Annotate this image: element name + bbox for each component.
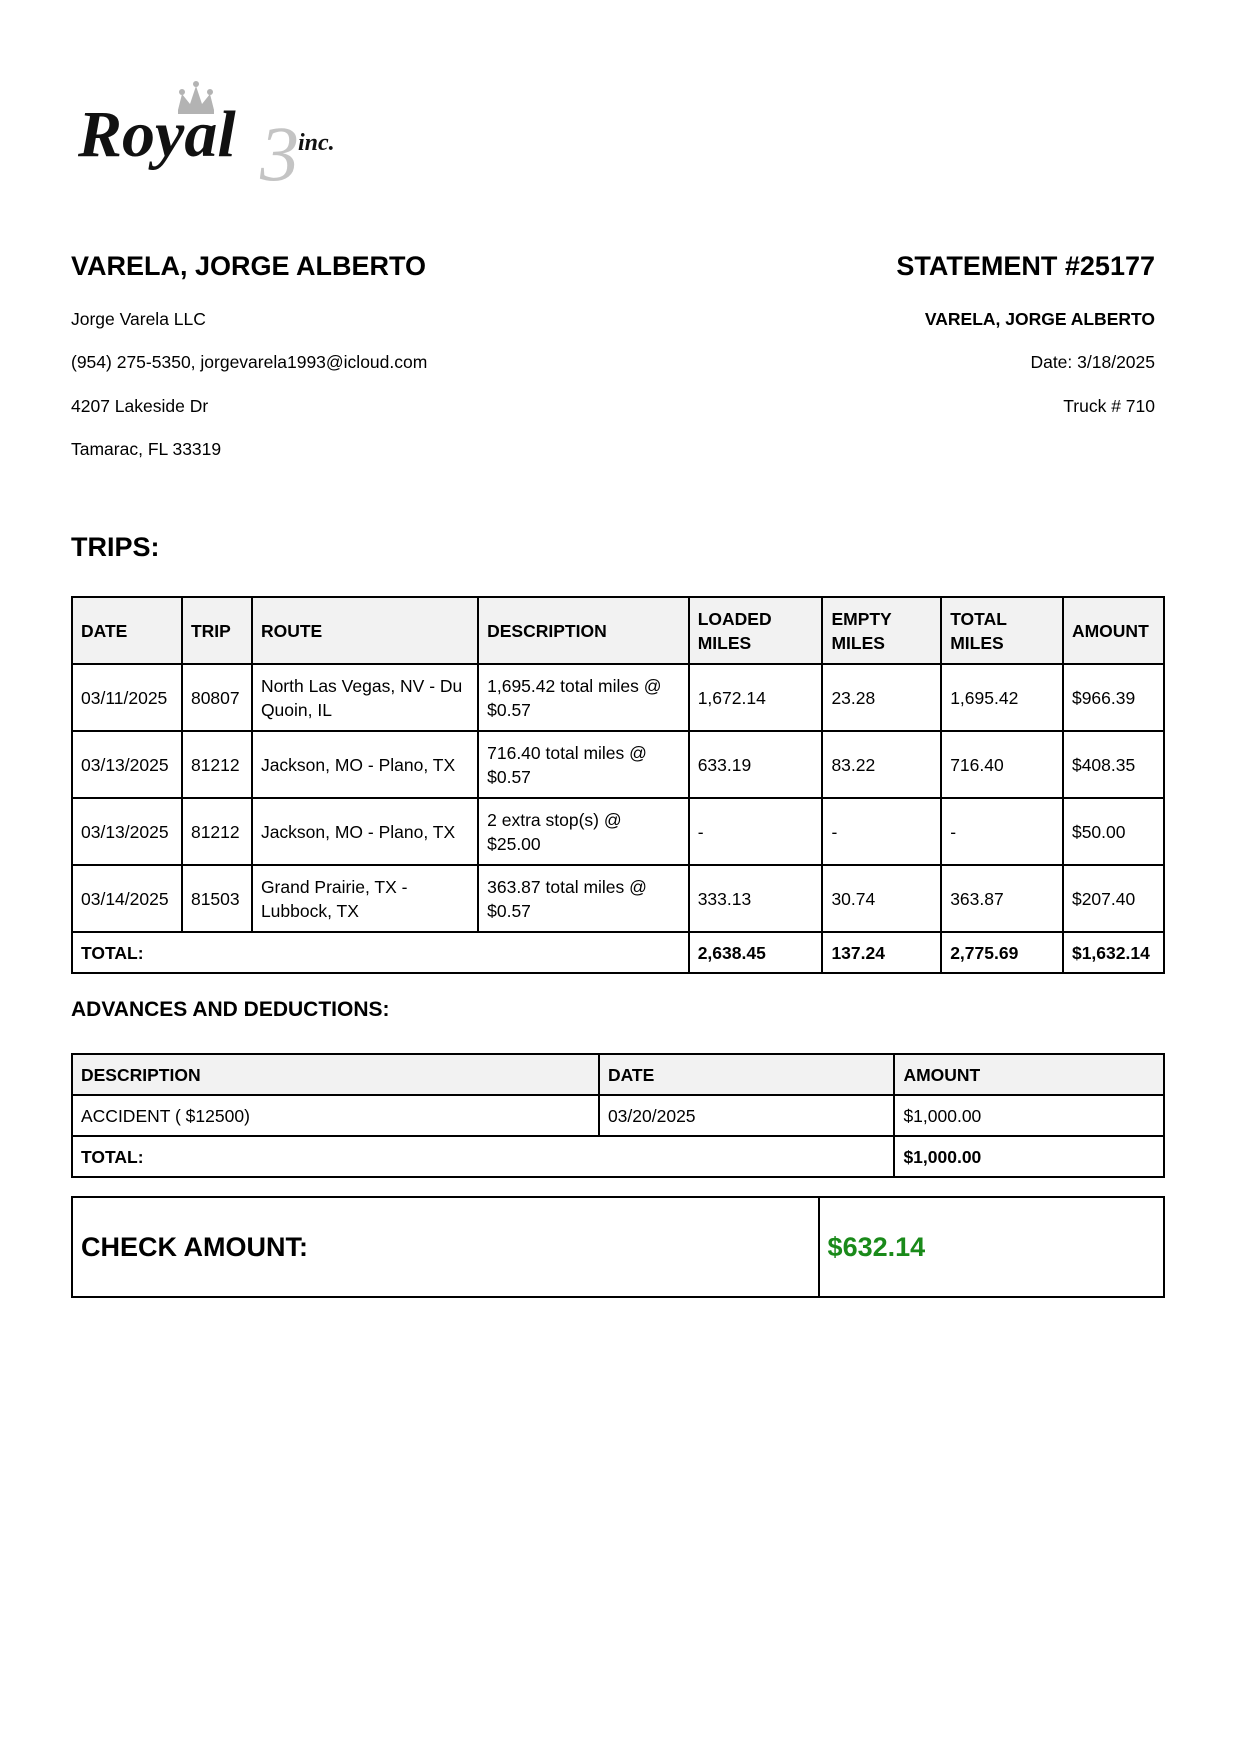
- advances-title: ADVANCES AND DEDUCTIONS:: [71, 998, 390, 1021]
- trips-total-miles: 2,775.69: [941, 932, 1063, 973]
- trips-header-row: [72, 597, 1164, 664]
- col-header-amount: AMOUNT: [1063, 597, 1164, 664]
- cell-date: 03/14/2025: [72, 865, 182, 932]
- cell-amount: $408.35: [1063, 731, 1164, 798]
- royal-crown-logo: [78, 78, 388, 190]
- cell-description: 716.40 total miles @ $0.57: [478, 731, 689, 798]
- check-amount-value: $632.14: [819, 1197, 1164, 1297]
- cell-trip: 81503: [182, 865, 252, 932]
- cell-description: 1,695.42 total miles @ $0.57: [478, 664, 689, 731]
- col-header-description: DESCRIPTION: [72, 1054, 599, 1095]
- col-header-loaded-miles: LOADED MILES: [689, 597, 823, 664]
- check-amount-label: CHECK AMOUNT:: [72, 1197, 819, 1297]
- trips-total-label: TOTAL:: [72, 932, 689, 973]
- col-header-date: DATE: [72, 597, 182, 664]
- cell-amount: $207.40: [1063, 865, 1164, 932]
- cell-empty-miles: 23.28: [822, 664, 941, 731]
- col-header-amount: AMOUNT: [894, 1054, 1164, 1095]
- cell-description: 363.87 total miles @ $0.57: [478, 865, 689, 932]
- table-row: [72, 798, 1164, 865]
- trips-total-amount: $1,632.14: [1063, 932, 1164, 973]
- cell-date: 03/11/2025: [72, 664, 182, 731]
- advances-total-row: [72, 1136, 1164, 1177]
- statement-truck: Truck # 710: [1063, 396, 1155, 416]
- table-row: [72, 664, 1164, 731]
- cell-total-miles: 716.40: [941, 731, 1063, 798]
- driver-company: Jorge Varela LLC: [71, 309, 206, 329]
- cell-date: 03/20/2025: [599, 1095, 894, 1136]
- check-amount-row: [72, 1197, 1164, 1297]
- cell-empty-miles: 30.74: [822, 865, 941, 932]
- cell-total-miles: 1,695.42: [941, 664, 1063, 731]
- col-header-description: DESCRIPTION: [478, 597, 689, 664]
- svg-text:Royal: Royal: [78, 98, 236, 171]
- driver-contact: (954) 275-5350, jorgevarela1993@icloud.com: [71, 352, 428, 372]
- driver-name: VARELA, JORGE ALBERTO: [71, 251, 427, 281]
- cell-trip: 80807: [182, 664, 252, 731]
- col-header-route: ROUTE: [252, 597, 478, 664]
- cell-total-miles: -: [941, 798, 1063, 865]
- cell-amount: $1,000.00: [894, 1095, 1164, 1136]
- col-header-total-miles: TOTAL MILES: [941, 597, 1063, 664]
- svg-text:3: 3: [260, 110, 299, 190]
- col-header-date: DATE: [599, 1054, 894, 1095]
- statement-info: [655, 246, 1155, 416]
- cell-description: ACCIDENT ( $12500): [72, 1095, 599, 1136]
- table-row: [72, 1095, 1164, 1136]
- trips-table: [71, 596, 1165, 974]
- cell-route: Grand Prairie, TX - Lubbock, TX: [252, 865, 478, 932]
- cell-amount: $50.00: [1063, 798, 1164, 865]
- cell-route: North Las Vegas, NV - Du Quoin, IL: [252, 664, 478, 731]
- cell-trip: 81212: [182, 798, 252, 865]
- driver-address-line1: 4207 Lakeside Dr: [71, 396, 209, 416]
- cell-route: Jackson, MO - Plano, TX: [252, 731, 478, 798]
- cell-trip: 81212: [182, 731, 252, 798]
- advances-total-amount: $1,000.00: [894, 1136, 1164, 1177]
- company-logo: [78, 78, 388, 190]
- statement-name: VARELA, JORGE ALBERTO: [924, 309, 1155, 329]
- cell-empty-miles: -: [822, 798, 941, 865]
- driver-address-line2: Tamarac, FL 33319: [71, 439, 222, 459]
- trips-total-empty: 137.24: [822, 932, 941, 973]
- cell-date: 03/13/2025: [72, 731, 182, 798]
- trips-total-loaded: 2,638.45: [689, 932, 823, 973]
- col-header-empty-miles: EMPTY MILES: [822, 597, 941, 664]
- cell-loaded-miles: 633.19: [689, 731, 823, 798]
- statement-title: STATEMENT #25177: [896, 251, 1155, 281]
- statement-date: Date: 3/18/2025: [1030, 352, 1155, 372]
- cell-loaded-miles: -: [689, 798, 823, 865]
- trips-title: TRIPS:: [71, 532, 160, 562]
- cell-total-miles: 363.87: [941, 865, 1063, 932]
- driver-info: [71, 246, 671, 459]
- cell-date: 03/13/2025: [72, 798, 182, 865]
- advances-total-label: TOTAL:: [72, 1136, 894, 1177]
- cell-loaded-miles: 1,672.14: [689, 664, 823, 731]
- cell-route: Jackson, MO - Plano, TX: [252, 798, 478, 865]
- cell-loaded-miles: 333.13: [689, 865, 823, 932]
- check-amount-box: [71, 1196, 1165, 1298]
- svg-text:inc.: inc.: [298, 130, 335, 156]
- cell-amount: $966.39: [1063, 664, 1164, 731]
- advances-table: [71, 1053, 1165, 1178]
- advances-header-row: [72, 1054, 1164, 1095]
- table-row: [72, 731, 1164, 798]
- trips-total-row: [72, 932, 1164, 973]
- col-header-trip: TRIP: [182, 597, 252, 664]
- cell-description: 2 extra stop(s) @ $25.00: [478, 798, 689, 865]
- table-row: [72, 865, 1164, 932]
- cell-empty-miles: 83.22: [822, 731, 941, 798]
